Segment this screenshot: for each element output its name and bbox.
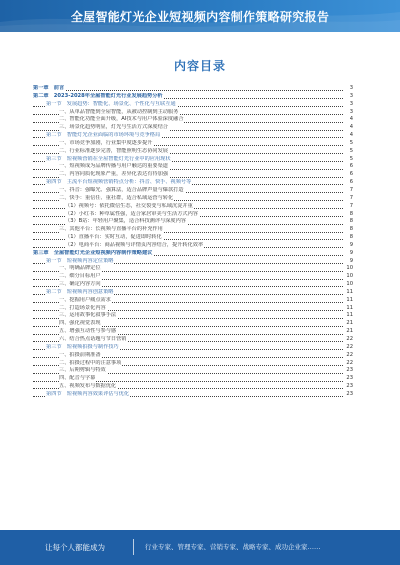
toc-entry[interactable]: [33, 242, 353, 250]
toc-entry[interactable]: [33, 226, 353, 234]
header-banner: [0, 0, 400, 32]
toc-entry-page: 11: [344, 289, 353, 297]
toc-entry-label: 第一章 前言: [33, 85, 65, 91]
toc-entry-label: 二、拍摄过程中的注意事项: [59, 359, 122, 366]
toc-entry-label: 三、运用故事化叙事手法: [59, 312, 117, 319]
toc-entry-page: 7: [344, 195, 353, 203]
toc-entry[interactable]: [33, 250, 353, 258]
toc-entry[interactable]: [33, 360, 353, 368]
toc-entry[interactable]: [33, 116, 353, 124]
toc-entry[interactable]: [33, 273, 353, 281]
toc-entry-label: 第三节 短视频拍摄与制作技巧: [46, 343, 119, 350]
footer-divider: [133, 539, 134, 555]
toc-entry-page: 5: [344, 156, 353, 164]
toc-entry[interactable]: [33, 265, 353, 273]
toc-entry-page: 3: [344, 101, 353, 109]
toc-entry-page: 6: [344, 171, 353, 179]
toc-entry-label: 一、从单品智能到全屋智能，从被动控制到主动服务: [59, 108, 179, 115]
toc-entry[interactable]: [33, 101, 353, 109]
toc-entry-label: 一、挖掘用户痛点需求: [59, 296, 111, 303]
toc-entry-label: 二、快手：重信任、重社群，适合私域运营与转化: [59, 194, 174, 201]
toc-entry-page: 3: [344, 85, 353, 93]
toc-entry-label: 第三节 短视频营销在全屋智能灯光行业中的应用现状: [46, 155, 171, 162]
toc-entry[interactable]: [33, 312, 353, 320]
toc-entry[interactable]: [33, 148, 353, 156]
toc-entry-page: 8: [344, 218, 353, 226]
toc-entry[interactable]: [33, 132, 353, 140]
toc-entry-label: 第四节 短视频内容效果评估与优化: [46, 390, 130, 397]
toc-entry[interactable]: [33, 375, 353, 383]
toc-entry[interactable]: [33, 187, 353, 195]
toc-entry[interactable]: [33, 305, 353, 313]
toc-entry-page: 5: [344, 140, 353, 148]
toc-entry-label: 第四节 主流平台短视频营销特点分析：抖音、快手、视频号等: [46, 179, 192, 186]
toc-entry-page: 7: [344, 187, 353, 195]
toc-entry[interactable]: [33, 109, 353, 117]
toc-entry-page: 8: [344, 211, 353, 219]
toc-entry[interactable]: [33, 367, 353, 375]
toc-entry-page: 6: [344, 179, 353, 187]
toc-entry-page: 10: [344, 265, 353, 273]
footer-banner: [0, 530, 400, 565]
toc-entry-label: 六、结合热点话题与节日营销: [59, 336, 127, 342]
toc-entry-label: 一、明确品牌定位: [59, 265, 101, 272]
toc-entry[interactable]: [33, 258, 353, 266]
toc-leader-dots: [33, 90, 343, 91]
toc-entry-page: 9: [344, 242, 353, 250]
toc-entry-label: 三、确定内容方向: [59, 281, 101, 288]
toc-entry-page: 22: [344, 336, 353, 344]
toc-entry-page: 3: [344, 93, 353, 101]
toc-heading: 内容目录: [173, 59, 226, 73]
toc-entry-page: 10: [344, 281, 353, 289]
toc-entry-label: 二、行业标准逐步完善，智能照明生态协同发展: [59, 147, 168, 154]
toc-entry[interactable]: [33, 352, 353, 360]
toc-entry-label: 第三章 全屋智能灯光企业短视频内容制作策略建议: [33, 249, 153, 256]
toc-entry[interactable]: [33, 124, 353, 132]
toc-entry-page: 4: [344, 116, 353, 124]
toc-entry[interactable]: [33, 85, 353, 93]
toc-entry[interactable]: [33, 171, 353, 179]
toc-entry-label: 三、其他平台：长视频与直播平台的补充作用: [59, 226, 163, 233]
toc-entry[interactable]: [33, 93, 353, 101]
toc-entry-label: 第二节 智能灯光企业面临的市场环境与竞争格局: [46, 132, 161, 139]
toc-entry-label: 一、抖音：强曝光、强算法，适合品牌声量与爆款打造: [59, 186, 184, 193]
toc-entry[interactable]: [33, 179, 353, 187]
toc-entry[interactable]: [33, 391, 353, 399]
toc-entry[interactable]: [33, 163, 353, 171]
toc-entry[interactable]: [33, 320, 353, 328]
toc-entry-label: 四、配音与字幕: [59, 375, 96, 382]
toc-entry-label: （2）小红书：种草属性强，适合家居审美与生活方式内容: [65, 210, 198, 217]
report-title: 全屋智能灯光企业短视频内容制作策略研究报告: [70, 10, 330, 24]
toc-entry[interactable]: [33, 211, 353, 219]
toc-entry-label: 三、场景化趋势明显，灯光与生活方式深度结合: [59, 124, 168, 131]
toc-entry-page: 10: [344, 273, 353, 281]
toc-entry-page: 8: [344, 226, 353, 234]
toc-entry-label: （1）视频号：依托微信生态，社交裂变与私域沉淀并重: [65, 202, 193, 209]
toc-entry-page: 3: [344, 109, 353, 117]
toc-entry-page: 23: [344, 391, 353, 399]
toc-entry[interactable]: [33, 156, 353, 164]
toc-entry-label: 第一节 短视频内容定位策略: [46, 257, 114, 264]
toc-entry-page: 4: [344, 132, 353, 140]
toc-entry-label: 四、强化视觉表现: [59, 320, 101, 327]
toc-entry[interactable]: [33, 203, 353, 211]
toc-entry-label: 第二节 短视频内容创意策略: [46, 288, 114, 295]
toc-entry-label: 二、细分目标用户: [59, 273, 101, 280]
toc-entry[interactable]: [33, 281, 353, 289]
footer-slogan: 让每个人都能成为: [45, 543, 105, 552]
toc-entry[interactable]: [33, 218, 353, 226]
toc-entry-label: 二、智能化功能全面升级，AI技术与用户体验深度融合: [59, 116, 184, 123]
toc-entry-label: 一、短视频成为品牌传播与用户触达的重要渠道: [59, 163, 168, 170]
toc-entry-page: 4: [344, 124, 353, 132]
toc-entry[interactable]: [33, 383, 353, 391]
toc-entry[interactable]: [33, 195, 353, 203]
toc-entry-label: 二、打造场景化内容: [59, 304, 106, 311]
toc-entry-page: 5: [344, 148, 353, 156]
toc-entry-page: 22: [344, 344, 353, 352]
toc-entry-label: 五、增强互动性与参与感: [59, 328, 117, 335]
toc-entry[interactable]: [33, 344, 353, 352]
toc-entry-page: 21: [344, 328, 353, 336]
toc-entry-page: 8: [344, 234, 353, 242]
toc-entry-page: 23: [344, 383, 353, 391]
toc-entry-label: （2）电商平台：商品视频与详情页内容结合，提升转化效率: [65, 241, 204, 248]
toc-entry-page: 6: [344, 163, 353, 171]
toc-entry[interactable]: [33, 297, 353, 305]
toc-entry-page: 21: [344, 320, 353, 328]
footer-tagline: 行业专家、管理专家、营销专家、战略专家、成功企业家……: [145, 543, 321, 551]
toc-entry[interactable]: [33, 328, 353, 336]
toc-entry[interactable]: [33, 234, 353, 242]
toc-entry-page: 22: [344, 360, 353, 368]
toc-entry[interactable]: [33, 289, 353, 297]
toc-entry-page: 11: [344, 305, 353, 313]
toc-entry-page: 9: [344, 258, 353, 266]
toc-entry[interactable]: [33, 140, 353, 148]
toc-entry-page: 22: [344, 352, 353, 360]
toc-entry-label: 第一节 发展趋势：智能化、场景化、个性化与互联互通: [46, 100, 176, 107]
toc-entry-label: （3）B站：年轻用户聚集，适合科技测评与深度内容: [65, 218, 186, 225]
toc-entry-page: 11: [344, 297, 353, 305]
toc-entry-page: 11: [344, 312, 353, 320]
table-of-contents: [33, 85, 353, 399]
toc-entry-label: 一、拍摄前期准备: [59, 351, 101, 358]
toc-entry-page: 23: [344, 375, 353, 383]
toc-entry-page: 9: [344, 250, 353, 258]
toc-entry-page: 7: [344, 203, 353, 211]
toc-entry-label: 二、内容同质化现象严重，差异化表达有待加强: [59, 171, 168, 178]
toc-entry-label: 一、市场竞争加剧，行业集中度逐步提升: [59, 139, 153, 146]
toc-entry-label: 第二章 2023-2028年全屋智能灯光行业发展趋势分析: [33, 92, 163, 99]
toc-entry-page: 23: [344, 367, 353, 375]
toc-entry[interactable]: [33, 336, 353, 344]
toc-entry-label: （1）直播平台：实时互动，促进即时转化: [65, 234, 162, 241]
toc-entry-label: 三、后期剪辑与特效: [59, 367, 106, 374]
toc-entry-label: 五、视频发布与数据优化: [59, 383, 117, 390]
